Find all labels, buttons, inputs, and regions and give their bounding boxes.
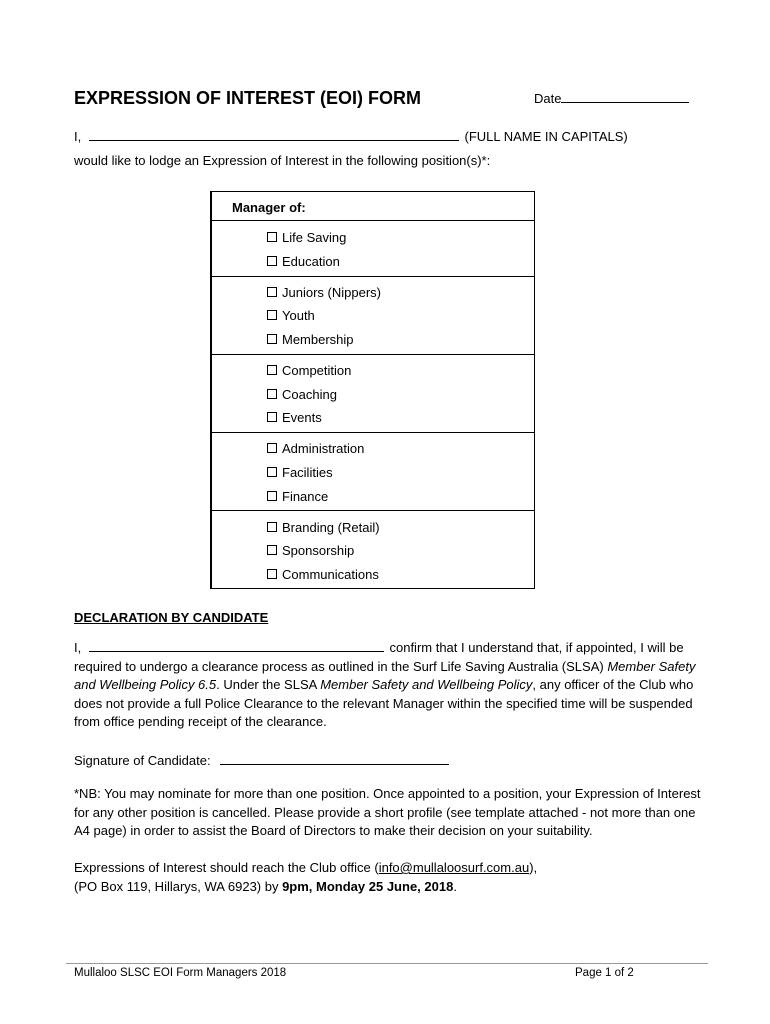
submission-paragraph <box>74 859 704 896</box>
date-label: Date <box>534 91 562 106</box>
option-youth[interactable] <box>267 308 315 323</box>
checkbox-icon[interactable] <box>267 256 277 266</box>
name-suffix: (FULL NAME IN CAPITALS) <box>464 129 628 144</box>
option-label: Branding (Retail) <box>282 520 380 535</box>
option-communications[interactable] <box>267 567 379 582</box>
option-label: Communications <box>282 567 379 582</box>
declaration-line-5: from office pending receipt of the clearance. <box>74 714 327 729</box>
footer-page-number: Page 1 of 2 <box>575 967 634 979</box>
option-membership[interactable] <box>267 332 354 347</box>
declaration-text: . Under the SLSA <box>216 677 321 692</box>
option-label: Competition <box>282 363 352 378</box>
divider <box>212 276 534 277</box>
option-label: Coaching <box>282 387 337 402</box>
positions-heading: Manager of: <box>232 200 306 215</box>
divider <box>212 510 534 511</box>
option-label: Events <box>282 410 322 425</box>
form-title: EXPRESSION OF INTEREST (EOI) FORM <box>74 88 422 108</box>
signature-row <box>74 752 449 770</box>
checkbox-icon[interactable] <box>267 365 277 375</box>
date-field[interactable] <box>534 91 689 106</box>
divider <box>212 432 534 433</box>
footer-rule <box>66 963 708 964</box>
declaration-name-line[interactable] <box>89 651 384 652</box>
checkbox-icon[interactable] <box>267 287 277 297</box>
checkbox-icon[interactable] <box>267 491 277 501</box>
option-administration[interactable] <box>267 441 364 456</box>
declaration-policy-italic: Member Safety and Wellbeing Policy <box>320 677 533 692</box>
checkbox-icon[interactable] <box>267 310 277 320</box>
option-branding[interactable] <box>267 520 380 535</box>
full-name-row <box>74 128 628 146</box>
note-paragraph <box>74 785 704 841</box>
checkbox-icon[interactable] <box>267 467 277 477</box>
submission-line-1 <box>74 859 704 878</box>
deadline: 9pm, Monday 25 June, 2018 <box>282 878 454 894</box>
option-life-saving[interactable] <box>267 230 346 245</box>
checkbox-icon[interactable] <box>267 443 277 453</box>
declaration-line-4: does not provide a full Police Clearance to the relevant Manager within the specified time will be suspended <box>74 695 693 711</box>
checkbox-icon[interactable] <box>267 389 277 399</box>
option-label: Finance <box>282 489 329 504</box>
option-finance[interactable] <box>267 489 328 504</box>
full-name-line[interactable] <box>89 140 459 141</box>
email-link[interactable]: info@mullaloosurf.com.au <box>378 860 530 875</box>
option-label: Juniors (Nippers) <box>282 285 381 300</box>
note-line: *NB: You may nominate for more than one position. Once appointed to a position, your Expression of Interest <box>74 786 701 801</box>
positions-box <box>210 191 535 589</box>
submission-text: Expressions of Interest should reach the Club office ( <box>74 860 379 875</box>
declaration-paragraph <box>74 639 704 732</box>
option-label: Sponsorship <box>282 543 355 558</box>
declaration-line-1 <box>74 639 704 658</box>
declaration-line-3 <box>74 676 704 695</box>
checkbox-icon[interactable] <box>267 545 277 555</box>
submission-line-2 <box>74 878 704 897</box>
checkbox-icon[interactable] <box>267 522 277 532</box>
divider <box>212 220 534 221</box>
declaration-confirm: confirm that I understand that, if appointed, I will be <box>389 640 684 655</box>
declaration-line-2 <box>74 658 704 677</box>
declaration-prefix: I, <box>74 640 82 655</box>
declaration-text: required to undergo a clearance process as outlined in the Surf Life Saving Australia (SLSA) <box>74 658 608 674</box>
option-juniors[interactable] <box>267 285 381 300</box>
submission-text: ), <box>529 860 538 875</box>
option-events[interactable] <box>267 410 322 425</box>
declaration-policy-italic: Member Safety <box>607 658 696 674</box>
divider <box>212 354 534 355</box>
submission-text: . <box>453 878 457 894</box>
option-label: Membership <box>282 332 354 347</box>
submission-text: (PO Box 119, Hillarys, WA 6923) by <box>74 878 283 894</box>
lodge-text: would like to lodge an Expression of Interest in the following position(s)*: <box>74 153 491 168</box>
declaration-text: , any officer of the Club who <box>532 677 694 692</box>
signature-line[interactable] <box>220 764 449 765</box>
date-line[interactable] <box>561 102 689 103</box>
option-education[interactable] <box>267 254 340 269</box>
option-label: Facilities <box>282 465 333 480</box>
checkbox-icon[interactable] <box>267 232 277 242</box>
option-competition[interactable] <box>267 363 351 378</box>
option-facilities[interactable] <box>267 465 333 480</box>
note-line: A4 page) in order to assist the Board of Directors to make their decision on your suitability. <box>74 823 593 838</box>
checkbox-icon[interactable] <box>267 412 277 422</box>
option-coaching[interactable] <box>267 387 337 402</box>
option-sponsorship[interactable] <box>267 543 354 558</box>
name-prefix: I, <box>74 129 82 144</box>
option-label: Education <box>282 254 340 269</box>
option-label: Youth <box>282 308 315 323</box>
option-label: Life Saving <box>282 230 347 245</box>
signature-label: Signature of Candidate: <box>74 753 211 768</box>
checkbox-icon[interactable] <box>267 334 277 344</box>
option-label: Administration <box>282 441 365 456</box>
footer-left: Mullaloo SLSC EOI Form Managers 2018 <box>74 967 287 979</box>
declaration-heading: DECLARATION BY CANDIDATE <box>74 610 269 625</box>
note-line: for any other position is cancelled. Please provide a short profile (see template attached - not more than one <box>74 804 696 820</box>
declaration-policy-italic: and Wellbeing Policy 6.5 <box>74 677 217 692</box>
checkbox-icon[interactable] <box>267 569 277 579</box>
